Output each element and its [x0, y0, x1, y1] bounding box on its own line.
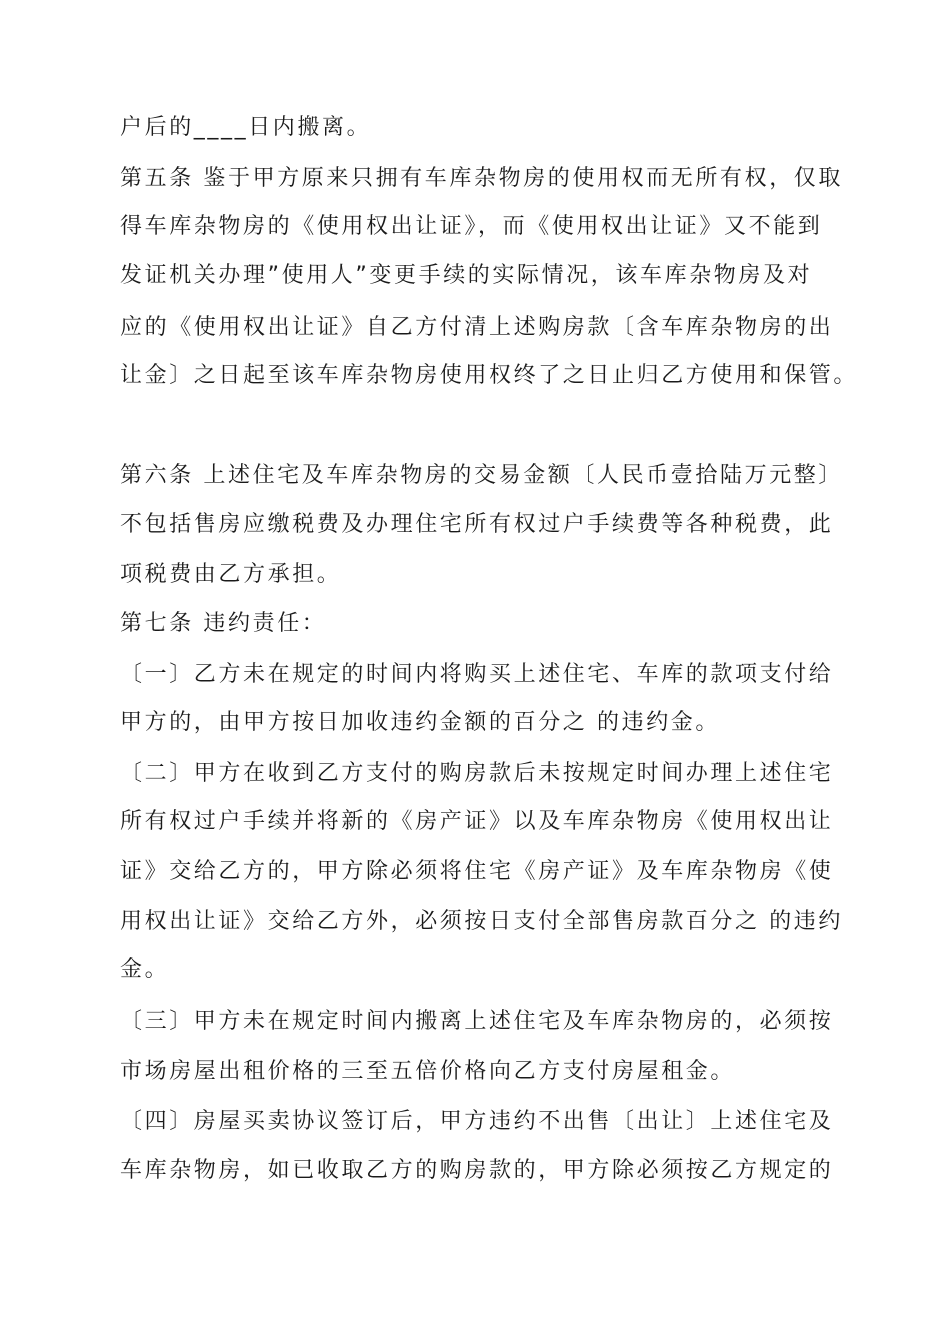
- text-line: 第五条 鉴于甲方原来只拥有车库杂物房的使用权而无所有权，仅取: [120, 166, 843, 191]
- text-line: 第七条 违约责任：: [120, 611, 327, 636]
- text-line: 〔二〕甲方在收到乙方支付的购房款后未按规定时间办理上述住宅: [120, 761, 834, 786]
- text-line: 户后的____日内搬离。: [120, 115, 372, 140]
- text-line: 金。: [120, 957, 170, 982]
- text-line: 项税费由乙方承担。: [120, 562, 342, 587]
- text-line: 市场房屋出租价格的三至五倍价格向乙方支付房屋租金。: [120, 1059, 736, 1084]
- text-line: 让金〕之日起至该车库杂物房使用权终了之日止归乙方使用和保管。: [120, 363, 859, 388]
- text-line: 第六条 上述住宅及车库杂物房的交易金额〔人民币壹拾陆万元整〕: [120, 463, 843, 488]
- text-line: 应的《使用权出让证》自乙方付清上述购房款〔含车库杂物房的出: [120, 315, 834, 340]
- text-line: 〔一〕乙方未在规定的时间内将购买上述住宅、车库的款项支付给: [120, 662, 834, 687]
- text-line: 〔三〕甲方未在规定时间内搬离上述住宅及车库杂物房的，必须按: [120, 1009, 834, 1034]
- text-line: 所有权过户手续并将新的《房产证》以及车库杂物房《使用权出让: [120, 809, 834, 834]
- text-line: 不包括售房应缴税费及办理住宅所有权过户手续费等各种税费，此: [120, 512, 834, 537]
- text-line: 得车库杂物房的《使用权出让证》，而《使用权出让证》又不能到: [120, 214, 823, 239]
- text-line: 甲方的，由甲方按日加收违约金额的百分之 的违约金。: [120, 710, 720, 735]
- text-line: 用权出让证》交给乙方外，必须按日支付全部售房款百分之 的违约: [120, 909, 843, 934]
- text-line: 证》交给乙方的，甲方除必须将住宅《房产证》及车库杂物房《使: [120, 859, 834, 884]
- text-line: 〔四〕房屋买卖协议签订后，甲方违约不出售〔出让〕上述住宅及: [120, 1109, 834, 1134]
- text-line: 发证机关办理”使用人”变更手续的实际情况，该车库杂物房及对: [120, 263, 813, 288]
- text-line: 车库杂物房，如已收取乙方的购房款的，甲方除必须按乙方规定的: [120, 1158, 834, 1183]
